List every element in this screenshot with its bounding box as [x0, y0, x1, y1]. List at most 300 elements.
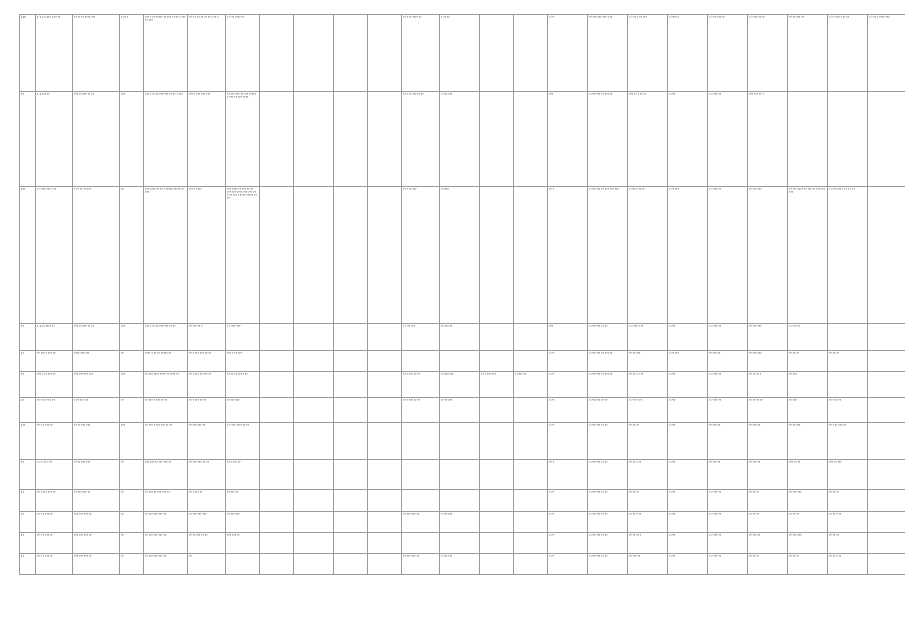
cell-text: ?? ? ? ??? ??: [37, 513, 53, 516]
table-cell: [120, 533, 144, 554]
table-cell: [440, 512, 480, 533]
cell-text: ? ?? ???: [669, 352, 679, 355]
table-cell: [548, 460, 588, 490]
cell-text: 1?: [21, 461, 25, 464]
table-cell: [36, 423, 73, 460]
table-cell: [260, 554, 294, 575]
table-cell: [828, 15, 868, 92]
cell-text: 1?: [21, 491, 25, 494]
table-cell: [548, 398, 588, 423]
table-cell: [294, 512, 334, 533]
table-cell: [226, 92, 260, 187]
cell-text: ???: [549, 325, 554, 328]
table-cell: [20, 490, 36, 512]
table-cell: [868, 490, 905, 512]
table-cell: [226, 187, 260, 324]
cell-text: ?? ??? ? ??? ??? ?? ??: [145, 424, 172, 427]
cell-text: ??: [121, 188, 124, 191]
table-cell: [36, 92, 73, 187]
table-cell: [368, 324, 402, 351]
table-cell: [440, 423, 480, 460]
table-cell: [368, 351, 402, 372]
table-cell: [868, 460, 905, 490]
table-cell: [514, 372, 548, 398]
table-cell: [588, 351, 628, 372]
cell-text: ? ? ??? ??? ?·??: [37, 188, 57, 191]
table-cell: [668, 15, 708, 92]
table-cell: [480, 187, 514, 324]
table-cell: [480, 15, 514, 92]
table-cell: [334, 15, 368, 92]
table-cell: [748, 490, 788, 512]
table-cell: [668, 398, 708, 423]
table-cell: [828, 533, 868, 554]
table-cell: [514, 533, 548, 554]
cell-text: ? ??: [549, 424, 554, 427]
cell-text: 1??: [21, 424, 26, 427]
table-cell: [20, 187, 36, 324]
cell-text: ?? ??? ??: [749, 461, 761, 464]
cell-text: 1 1·??? ??: [37, 93, 50, 96]
table-cell: [788, 372, 828, 398]
table-cell: [440, 92, 480, 187]
table-cell: [868, 15, 905, 92]
cell-text: ?? ??? ??? ??? ??: [145, 534, 167, 537]
cell-text: ? ???: [669, 534, 676, 537]
cell-text: ? ???: [669, 93, 676, 96]
cell-text: ?? ??? ??: [709, 352, 721, 355]
cell-text: ? ??? ??? ?? ??: [589, 534, 608, 537]
cell-text: ? ? ??? ?? ??: [749, 16, 765, 19]
table-cell: [788, 512, 828, 533]
table-cell: [514, 554, 548, 575]
table-cell: [440, 398, 480, 423]
table-cell: [668, 554, 708, 575]
table-cell: [36, 490, 73, 512]
cell-text: ?? ?? ??: [829, 534, 839, 537]
table-cell: [440, 490, 480, 512]
table-cell: [188, 324, 226, 351]
table-cell: [514, 512, 548, 533]
table-cell: [144, 351, 188, 372]
table-cell: [226, 15, 260, 92]
cell-text: ?? ? ? ??? ??: [37, 555, 53, 558]
table-cell: [668, 372, 708, 398]
table-cell: [73, 372, 120, 398]
cell-text: ?? ??? ??: [227, 491, 239, 494]
cell-text: 1?: [21, 352, 25, 355]
cell-text: ?? ??? ??: [441, 325, 453, 328]
table-cell: [628, 554, 668, 575]
table-cell: [748, 15, 788, 92]
cell-text: ? ???: [669, 555, 676, 558]
table-cell: [36, 351, 73, 372]
table-cell: [868, 533, 905, 554]
table-cell: [260, 512, 294, 533]
table-cell: [828, 372, 868, 398]
table-cell: [480, 512, 514, 533]
table-cell: [188, 533, 226, 554]
cell-text: ??? ?? ??? ?? ??: [74, 325, 94, 328]
cell-text: ?? ? ?? ??: [829, 399, 842, 402]
cell-text: ?? ?? ? ??: [629, 461, 642, 464]
table-cell: [828, 490, 868, 512]
cell-text: ? ? ??? ??: [709, 325, 722, 328]
cell-text: ? ??? ??? ?? ??: [589, 325, 608, 328]
table-cell: [748, 351, 788, 372]
cell-text: ? ? ??? ??: [709, 513, 722, 516]
cell-text: ?? ??? ???: [227, 513, 240, 516]
cell-text: 1 1·? ?·1?? 1·?? ??: [37, 16, 61, 19]
table-cell: [144, 490, 188, 512]
table-cell: [788, 460, 828, 490]
table-cell: [708, 554, 748, 575]
table-cell: [668, 351, 708, 372]
table-cell: [788, 423, 828, 460]
table-cell: [334, 187, 368, 324]
cell-text: ? ??? ? ?? ??: [629, 188, 645, 191]
cell-text: ??? ??? ??? ???: [74, 373, 93, 376]
table-cell: [73, 423, 120, 460]
table-cell: [334, 372, 368, 398]
table-cell: [480, 490, 514, 512]
table-cell: [226, 460, 260, 490]
table-cell: [402, 460, 440, 490]
table-cell: [828, 324, 868, 351]
table-cell: [120, 554, 144, 575]
cell-text: ?? ??? ???: [749, 188, 762, 191]
cell-text: ?? ? ? ?? ?? ?? ?? ? ?? ?: [189, 16, 219, 19]
cell-text: ? ??? ???: [441, 555, 453, 558]
table-cell: [294, 554, 334, 575]
table-cell: [480, 324, 514, 351]
table-cell: [748, 512, 788, 533]
table-cell: [628, 460, 668, 490]
cell-text: ?? ? ??? ?? ??: [189, 399, 207, 402]
cell-text: ?? ??? ??? ???: [189, 513, 207, 516]
table-cell: [294, 351, 334, 372]
table-cell: [788, 15, 828, 92]
table-cell: [226, 398, 260, 423]
table-cell: [226, 423, 260, 460]
cell-text: ??? ??? ??: [227, 534, 240, 537]
cell-text: ??? ?? ???: [829, 461, 842, 464]
cell-text: ?? ?? ? ? ??: [629, 373, 644, 376]
cell-text: ?? ??? ???: [789, 491, 802, 494]
table-cell: [402, 324, 440, 351]
cell-text: ?? ?? ??: [829, 352, 839, 355]
cell-text: ??: [121, 491, 124, 494]
table-cell: [788, 187, 828, 324]
table-cell: [334, 554, 368, 575]
table-cell: [828, 92, 868, 187]
cell-text: ?? ??? ??? ??: [189, 424, 206, 427]
table-cell: [748, 423, 788, 460]
cell-text: ? ?? ???: [669, 188, 679, 191]
cell-text: ?? ?? ??: [629, 424, 639, 427]
table-cell: [440, 460, 480, 490]
table-cell: [334, 490, 368, 512]
cell-text: ?? ??? ???? ???? ?? ???? ??: [145, 373, 179, 376]
table-cell: [368, 490, 402, 512]
table-cell: [440, 187, 480, 324]
table-row: [20, 372, 905, 398]
cell-text: ?? ?? ? ??: [829, 513, 842, 516]
table-cell: [120, 187, 144, 324]
table-cell: [20, 423, 36, 460]
table-cell: [73, 92, 120, 187]
table-cell: [294, 423, 334, 460]
cell-text: 1?: [21, 555, 25, 558]
cell-text: ?? ??? ??? ??: [74, 491, 91, 494]
table-cell: [36, 512, 73, 533]
cell-text: ?? ?? ? ??: [829, 555, 842, 558]
cell-text: ? ???? ??: [515, 373, 527, 376]
table-cell: [628, 187, 668, 324]
table-cell: [628, 423, 668, 460]
cell-text: ? ? ??? ??: [709, 188, 722, 191]
table-cell: [708, 324, 748, 351]
table-cell: [144, 460, 188, 490]
cell-text: ? ??: [549, 399, 554, 402]
cell-text: ?? ? ??? ??? ?? ??: [189, 352, 212, 355]
table-cell: [588, 15, 628, 92]
table-cell: [480, 398, 514, 423]
table-cell: [868, 512, 905, 533]
cell-text: ?? ?? ???: [789, 424, 801, 427]
table-cell: [120, 423, 144, 460]
cell-text: ???: [549, 93, 554, 96]
table-cell: [20, 372, 36, 398]
cell-text: ? ? ? ?? ? ??: [37, 461, 53, 464]
table-cell: [440, 351, 480, 372]
cell-text: ? ???? ?: [669, 16, 679, 19]
cell-text: ???? ??? ???: [74, 352, 90, 355]
table-cell: [588, 398, 628, 423]
table-cell: [20, 512, 36, 533]
table-cell: [440, 372, 480, 398]
table-cell: [226, 490, 260, 512]
table-cell: [73, 398, 120, 423]
table-cell: [588, 460, 628, 490]
table-cell: [788, 398, 828, 423]
table-cell: [628, 512, 668, 533]
table-cell: [36, 187, 73, 324]
cell-text: ?? ? ??? ?? ??? ??: [189, 373, 212, 376]
table-cell: [708, 187, 748, 324]
table-cell: [548, 92, 588, 187]
cell-text: 1?: [21, 399, 25, 402]
table-row: [20, 15, 905, 92]
table-cell: [188, 490, 226, 512]
cell-text: ??? ???? ?? ?? ? ????? ????? ?? ???: [145, 188, 185, 195]
table-cell: [788, 324, 828, 351]
table-cell: [402, 512, 440, 533]
table-cell: [748, 372, 788, 398]
table-cell: [20, 351, 36, 372]
table-cell: [334, 460, 368, 490]
cell-text: ? ??? ???: [441, 93, 453, 96]
cell-text: ?? ? ?? ?? ?·??: [37, 399, 55, 402]
table-cell: [402, 187, 440, 324]
cell-text: 1??: [21, 188, 26, 191]
cell-text: ?? ???: [789, 399, 797, 402]
table-cell: [402, 423, 440, 460]
table-cell: [294, 398, 334, 423]
table-cell: [294, 15, 334, 92]
cell-text: ?? ??? ??: [749, 424, 761, 427]
table-cell: [120, 460, 144, 490]
table-cell: [548, 533, 588, 554]
cell-text: ? ??? ??? ?? ??: [589, 461, 608, 464]
table-cell: [73, 554, 120, 575]
table-cell: [668, 512, 708, 533]
table-cell: [514, 490, 548, 512]
table-cell: [480, 92, 514, 187]
table-cell: [708, 512, 748, 533]
cell-text: ??? ??? ??? ??: [74, 513, 92, 516]
cell-text: ??? ? ?? ???: [227, 352, 242, 355]
table-cell: [36, 324, 73, 351]
table-cell: [708, 533, 748, 554]
cell-text: ?? ?? ??: [829, 491, 839, 494]
cell-text: ?? ? ??? ??: [189, 491, 203, 494]
table-cell: [226, 554, 260, 575]
cell-text: ? ???: [669, 491, 676, 494]
cell-text: ?? ? ??? ?? ??: [403, 399, 421, 402]
table-cell: [828, 423, 868, 460]
cell-text: ?? ??? ???? ?? ??? ?? ??? ??? ???: [789, 188, 826, 195]
table-cell: [36, 533, 73, 554]
cell-text: ?? ? ?? ??? ??: [829, 424, 847, 427]
cell-text: ??? ??? ?? ?: [749, 93, 764, 96]
table-cell: [868, 187, 905, 324]
table-cell: [402, 490, 440, 512]
table-cell: [628, 351, 668, 372]
cell-text: ?? ? ??? ?? ??: [403, 373, 421, 376]
table-cell: [226, 372, 260, 398]
table-cell: [73, 351, 120, 372]
table-cell: [480, 351, 514, 372]
cell-text: ?? ??? ??? ??: [403, 513, 420, 516]
cell-text: ? ? ?? ??? ? ?? ? ? ??: [829, 188, 855, 191]
cell-text: ? ???: [669, 424, 676, 427]
table-cell: [144, 372, 188, 398]
table-cell: [36, 15, 73, 92]
table-cell: [480, 372, 514, 398]
table-cell: [20, 92, 36, 187]
cell-text: ?? ??? ??: [709, 424, 721, 427]
cell-text: ?? ??? ??? ??? ??: [145, 555, 167, 558]
table-cell: [402, 398, 440, 423]
cell-text: ? ? ??? ??: [709, 399, 722, 402]
table-cell: [548, 423, 588, 460]
cell-text: ??? ??? ??? ??: [74, 555, 92, 558]
table-cell: [334, 398, 368, 423]
table-cell: [368, 460, 402, 490]
table-cell: [402, 351, 440, 372]
table-cell: [708, 15, 748, 92]
table-cell: [628, 324, 668, 351]
table-cell: [226, 533, 260, 554]
table-cell: [334, 92, 368, 187]
cell-text: ?? ??? ??: [709, 461, 721, 464]
table-cell: [120, 372, 144, 398]
table-cell: [514, 187, 548, 324]
cell-text: 1 1·?? ???? ??: [37, 325, 55, 328]
table-cell: [260, 398, 294, 423]
table-cell: [368, 512, 402, 533]
table-cell: [748, 398, 788, 423]
table-cell: [120, 15, 144, 92]
cell-text: ?? ?? ???: [629, 352, 641, 355]
table-cell: [260, 92, 294, 187]
table-cell: [73, 460, 120, 490]
cell-text: ?? ? ??? ???: [481, 373, 496, 376]
cell-text: ??? ? ?? ??? ??: [37, 373, 56, 376]
table-row: [20, 187, 905, 324]
table-cell: [514, 351, 548, 372]
cell-text: ? ??: [549, 491, 554, 494]
cell-text: ?? ??? ? ??? ?? ??: [145, 399, 168, 402]
table-cell: [260, 533, 294, 554]
cell-text: ? ? ?? ? ???? ???: [869, 16, 890, 19]
cell-text: ?? ??? ? ??? ??: [37, 352, 56, 355]
cell-text: ?? ??? ??? ??? ??: [145, 513, 167, 516]
table-cell: [588, 554, 628, 575]
table-cell: [294, 324, 334, 351]
table-cell: [120, 512, 144, 533]
table-cell: [828, 398, 868, 423]
table-cell: [868, 351, 905, 372]
table-cell: [294, 372, 334, 398]
cell-text: ??: [121, 399, 124, 402]
cell-text: ? ? ??? ??: [709, 93, 722, 96]
table-cell: [260, 15, 294, 92]
table-row: [20, 398, 905, 423]
table-cell: [828, 351, 868, 372]
table-cell: [480, 423, 514, 460]
cell-text: ? ???: [669, 325, 676, 328]
table-cell: [708, 398, 748, 423]
table-cell: [144, 92, 188, 187]
table-cell: [144, 187, 188, 324]
table-cell: [188, 372, 226, 398]
table-cell: [144, 554, 188, 575]
table-cell: [188, 554, 226, 575]
table-cell: [628, 533, 668, 554]
table-cell: [144, 533, 188, 554]
cell-text: ?? ?? ??? ??: [789, 16, 804, 19]
table-cell: [120, 92, 144, 187]
table-cell: [260, 490, 294, 512]
table-cell: [788, 92, 828, 187]
table-cell: [668, 92, 708, 187]
table-cell: [188, 187, 226, 324]
table-cell: [20, 554, 36, 575]
cell-text: ?? ??? ???: [749, 352, 762, 355]
cell-text: 1?: [21, 513, 25, 516]
cell-text: ?? ? ? ??? ??: [37, 534, 53, 537]
cell-text: ? ??? ??? ?? ??: [589, 555, 608, 558]
data-table: [19, 14, 905, 575]
table-cell: [20, 398, 36, 423]
cell-text: ? ???: [669, 461, 676, 464]
table-cell: [334, 423, 368, 460]
table-cell: [708, 490, 748, 512]
table-cell: [334, 351, 368, 372]
cell-text: ??: [121, 352, 124, 355]
